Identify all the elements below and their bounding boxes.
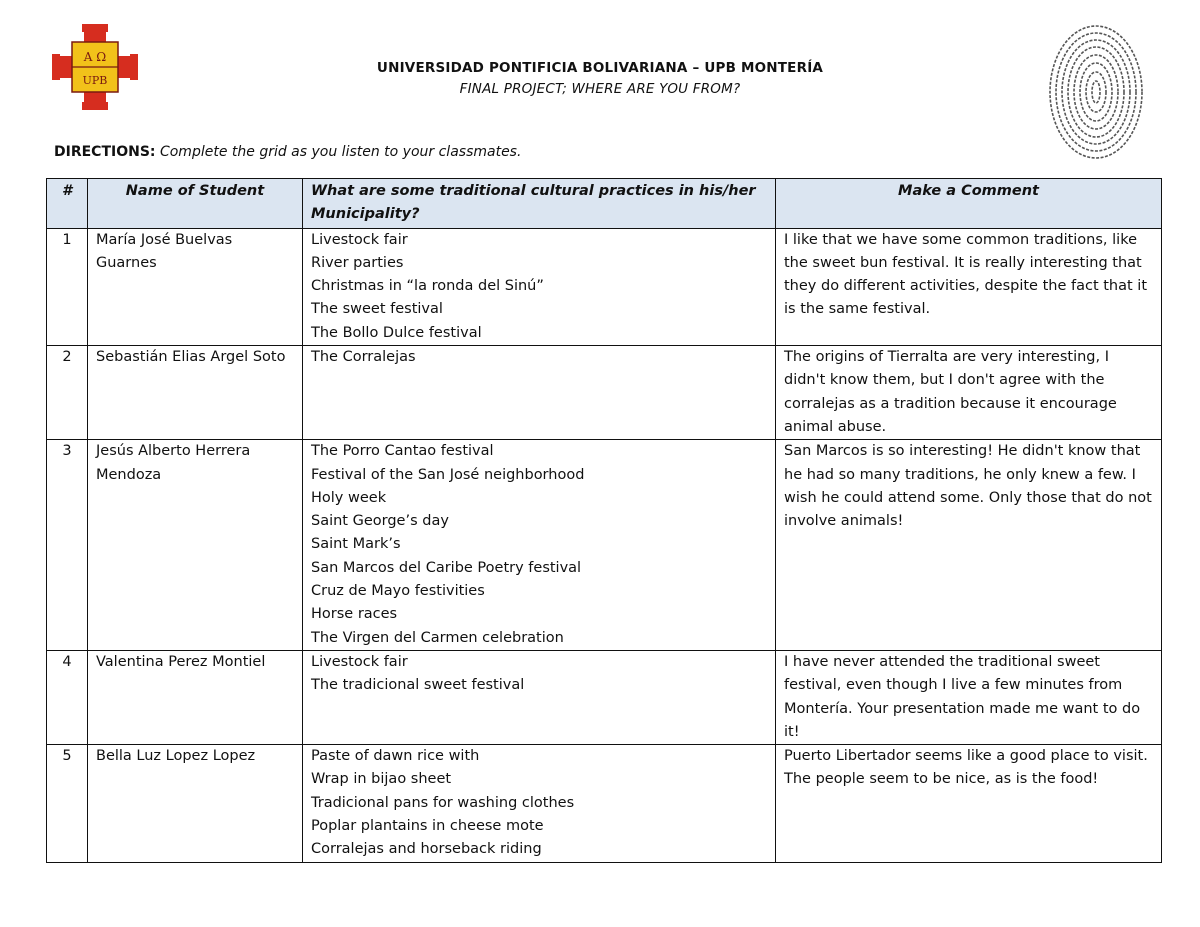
practice-item: Livestock fair	[311, 231, 408, 248]
university-title: UNIVERSIDAD PONTIFICIA BOLIVARIANA – UPB MONTERÍA	[376, 60, 824, 76]
practice-item: Wrap in bijao sheet	[311, 771, 452, 788]
student-name: Jesús Alberto Herrera Mendoza	[88, 440, 303, 651]
row-number: 1	[47, 228, 88, 345]
header-comment: Make a Comment	[776, 179, 1162, 229]
student-name: María José Buelvas Guarnes	[88, 228, 303, 345]
student-name: Valentina Perez Montiel	[88, 650, 303, 744]
practice-item: Christmas in “la ronda del Sinú”	[311, 278, 544, 295]
practice-item: Paste of dawn rice with	[311, 748, 480, 765]
practice-item: Saint George’s day	[311, 513, 449, 530]
practice-item: Corralejas and horseback riding	[311, 841, 542, 858]
practice-item: San Marcos del Caribe Poetry festival	[311, 559, 582, 576]
practice-item: The Corralejas	[311, 349, 416, 366]
comment-cell: San Marcos is so interesting! He didn't know that he had so many traditions, he only knew a few. I wish he could attend some. Only those that do not involve animals!	[776, 440, 1162, 651]
practices-cell	[303, 745, 776, 862]
header-practices: What are some traditional cultural practices in his/her Municipality?	[303, 179, 776, 229]
practice-item: Tradicional pans for washing clothes	[311, 794, 575, 811]
project-title: FINAL PROJECT; WHERE ARE YOU FROM?	[459, 81, 741, 97]
table-row	[47, 745, 1162, 862]
comment-cell: I like that we have some common traditions, like the sweet bun festival. It is really interesting that they do different activities, despite the fact that it is the same festival.	[776, 228, 1162, 345]
table-row	[47, 440, 1162, 651]
practices-cell	[303, 440, 776, 651]
practice-item: The tradicional sweet festival	[311, 677, 525, 694]
directions	[54, 144, 521, 160]
svg-text:UPB: UPB	[82, 74, 108, 87]
table-header-row	[47, 179, 1162, 229]
practice-item: Horse races	[311, 606, 398, 623]
table-row	[47, 650, 1162, 744]
header-name: Name of Student	[88, 179, 303, 229]
comment-cell: I have never attended the traditional sweet festival, even though I live a few minutes from Montería. Your presentation made me want to do it!	[776, 650, 1162, 744]
row-number: 5	[47, 745, 88, 862]
practice-item: The sweet festival	[311, 301, 443, 318]
table-row	[47, 346, 1162, 440]
practice-item: The Virgen del Carmen celebration	[311, 629, 564, 646]
row-number: 4	[47, 650, 88, 744]
practice-item: The Bollo Dulce festival	[311, 324, 482, 341]
header-num: #	[47, 179, 88, 229]
practices-cell	[303, 650, 776, 744]
practice-item: Festival of the San José neighborhood	[311, 466, 585, 483]
directions-label: DIRECTIONS:	[54, 144, 156, 160]
directions-text: Complete the grid as you listen to your classmates.	[155, 144, 522, 160]
practice-item: Holy week	[311, 489, 387, 506]
practice-item: Livestock fair	[311, 653, 408, 670]
practice-item: The Porro Cantao festival	[311, 443, 494, 460]
practice-item: Poplar plantains in cheese mote	[311, 818, 544, 835]
comment-cell: Puerto Libertador seems like a good place to visit. The people seem to be nice, as is the food!	[776, 745, 1162, 862]
comment-cell: The origins of Tierralta are very interesting, I didn't know them, but I don't agree with the corralejas as a tradition because it encourage animal abuse.	[776, 346, 1162, 440]
table-row	[47, 228, 1162, 345]
student-name: Sebastián Elias Argel Soto	[88, 346, 303, 440]
practice-item: Cruz de Mayo festivities	[311, 583, 485, 600]
svg-text:Α Ω: Α Ω	[83, 50, 107, 64]
practice-item: River parties	[311, 254, 404, 271]
row-number: 3	[47, 440, 88, 651]
student-name: Bella Luz Lopez Lopez	[88, 745, 303, 862]
classmates-grid	[46, 178, 1162, 863]
practice-item: Saint Mark’s	[311, 536, 401, 553]
row-number: 2	[47, 346, 88, 440]
practices-cell	[303, 346, 776, 440]
practices-cell	[303, 228, 776, 345]
document-header	[0, 58, 1200, 100]
